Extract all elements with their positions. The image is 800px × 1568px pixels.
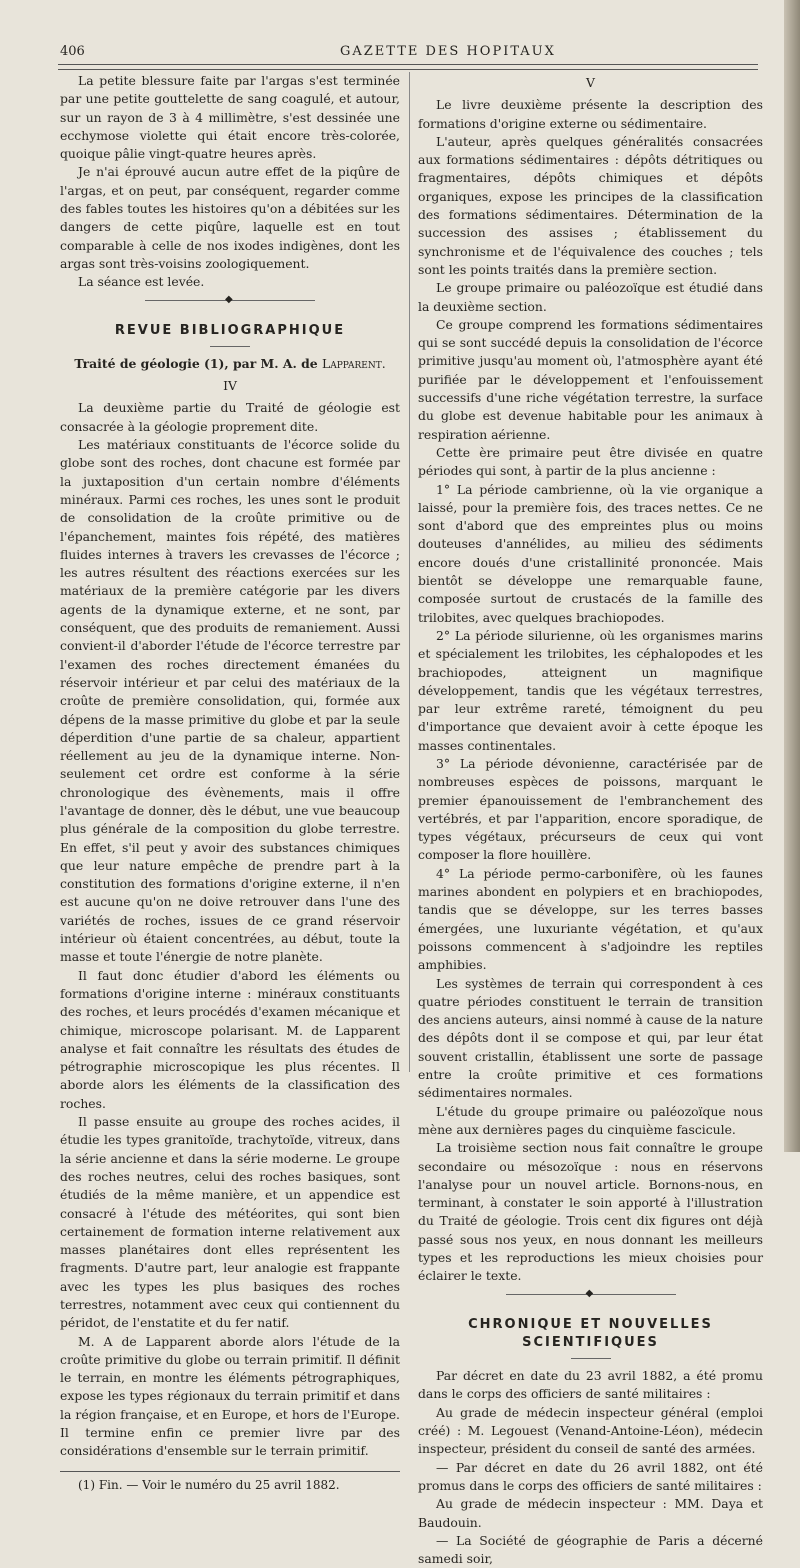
paragraph: Ce groupe comprend les formations sédimentaires qui se sont succédé depuis la consolidation de l'écorce primitive jusqu'au moment où, l'atmosphère ayant été purifiée par le développement et l'enfouissement successifs d'une riche végétation terrestre, la surface du globe est devenue habitable pour les animaux à respiration aérienne. (418, 316, 763, 442)
column-divider (409, 72, 410, 1072)
paragraph: 1° La période cambrienne, où la vie organique a laissé, pour la première fois, des traces nettes. Ce ne sont d'abord que des empreintes plus ou moins douteuses d'annélides, au milieu des sédiments encore doués d'une cristallinité prononcée. Mais bientôt se développe une remarquable faune, composée surtout de crustacés de la famille des trilobites, avec quelques brachiopodes. (418, 481, 763, 625)
paragraph: 2° La période silurienne, où les organismes marins et spécialement les trilobites, les céphalopodes et les brachiopodes, atteignent un magnifique développement, tandis que les végétaux terrestres, par leur extrême rareté, témoignent du peu d'importance que devaient avoir à cette époque les masses continentales. (418, 627, 763, 753)
left-column (60, 72, 400, 1494)
running-title: GAZETTE DES HOPITAUX (340, 44, 556, 59)
paragraph: Il faut donc étudier d'abord les éléments ou formations d'origine interne : minéraux constituants des roches, et leurs procédés d'examen mécanique et chimique, microscope polarisant. M. de Lapparent analyse et fait connaître les résultats des études de pétrographie microscopique les plus récentes. Il aborde alors les éléments de la classification des roches. (60, 967, 400, 1111)
paragraph: La troisième section nous fait connaître le groupe secondaire ou mésozoïque : nous en réservons l'analyse pour un nouvel article. Bornons-nous, en terminant, à constater le soin apporté à l'illustration du Traité de géologie. Trois cent dix figures ont déjà passé sous nos yeux, en nous donnant les meilleurs types et les reproductions les mieux choisies pour éclairer le texte. (418, 1140, 763, 1284)
paragraph: 4° La période permo-carbonifère, où les faunes marines abondent en polypiers et en brachiopodes, tandis que se développe, sur les terres basses émergées, une luxuriante végétation, et qu'aux poissons commencent à s'adjoindre les reptiles amphibies. (418, 865, 763, 973)
paragraph: Il passe ensuite au groupe des roches acides, il étudie les types granitoïde, trachytoïde, vitreux, dans la série ancienne et dans la série moderne. Le groupe des roches neutres, celui des roches basiques, sont étudiés de la même manière, et un appendice est consacré à l'étude des météorites, qui sont bien certainement de formation interne relativement aux masses planétaires dont elles représentent les fragments. D'autre part, leur analogie est frappante avec les types les plus basiques des roches terrestres, notamment avec ceux qui contiennent du péridot, de l'enstatite et du fer natif. (60, 1114, 400, 1331)
paragraph: L'étude du groupe primaire ou paléozoïque nous mène aux dernières pages du cinquième fascicule. (418, 1103, 763, 1137)
book-title-text: Traité de géologie (1), par M. A. de (74, 355, 318, 371)
section-title: CHRONIQUE ET NOUVELLES SCIENTIFIQUES (468, 1316, 713, 1350)
paragraph: Le groupe primaire ou paléozoïque est étudié dans la deuxième section. (418, 280, 763, 314)
paragraph: Cette ère primaire peut être divisée en quatre périodes qui sont, à partir de la plus ancienne : (418, 444, 763, 479)
paragraph: L'auteur, après quelques généralités consacrées aux formations sédimentaires : dépôts détritiques ou fragmentaires, dépôts chimiques et dépôts organiques, expose les principes de la classification des formations sédimentaires. Détermination de la succession des assises ; établissement du synchronisme et de l'équivalence des couches ; tels sont les points traités dans la première section. (418, 133, 763, 277)
news-item: Au grade de médecin inspecteur général (emploi créé) : M. Legouest (Venand-Antoine-Léon), médecin inspecteur, président du conseil de santé des armées. (418, 1404, 763, 1457)
book-title (60, 355, 400, 373)
paragraph: 3° La période dévonienne, caractérisée par de nombreuses espèces de poissons, marquant le premier épanouissement de l'embranchement des vertébrés, et par l'apparition, encore sporadique, de types végétaux, précurseurs de ceux qui vont composer la flore houillère. (418, 755, 763, 863)
paragraph: Le livre deuxième présente la description des formations d'origine externe ou sédimentaire. (418, 97, 763, 131)
ornament-separator (60, 292, 400, 310)
paragraph: La petite blessure faite par l'argas s'est terminée par une petite gouttelette de sang coagulé, et autour, sur un rayon de 3 à 4 millimètre, s'est dessinée une ecchymose violette qui était encore très-colorée, quoique pâlie vingt-quatre heures après. (60, 73, 400, 162)
news-item: Par décret en date du 23 avril 1882, a été promu dans le corps des officiers de santé militaires : (418, 1368, 763, 1402)
paragraph: Les systèmes de terrain qui correspondent à ces quatre périodes constituent le terrain de transition des anciens auteurs, ainsi nommé à cause de la nature des dépôts dont il se compose et qui, par leur état souvent cristallin, établissent une sorte de passage entre la croûte primitive et ces formations sédimentaires normales. (418, 975, 763, 1101)
ornament-separator (418, 1286, 763, 1304)
paragraph: Je n'ai éprouvé aucun autre effet de la piqûre de l'argas, et on peut, par conséquent, regarder comme des fables toutes les histoires qu'on a débitées sur les dangers de cette piqûre, laquelle est en tout comparable à celle de nos ixodes indigènes, dont les argas sont très-voisins zoologiquement. (60, 164, 400, 271)
header-rule (58, 64, 758, 70)
news-item: Au grade de médecin inspecteur : MM. Daya et Baudouin. (418, 1496, 763, 1530)
short-rule (210, 346, 250, 347)
part-number: V (586, 75, 595, 90)
book-author: Lapparent. (322, 355, 386, 371)
news-item: — La Société de géographie de Paris a décerné samedi soir, (418, 1532, 763, 1567)
short-rule (571, 1358, 611, 1359)
section-title: REVUE BIBLIOGRAPHIQUE (114, 322, 346, 338)
page-number: 406 (60, 44, 85, 59)
footnote: (1) Fin. — Voir le numéro du 25 avril 1882. (78, 1477, 340, 1492)
paragraph: La séance est levée. (78, 274, 205, 290)
paragraph: Les matériaux constituants de l'écorce solide du globe sont des roches, dont chacune est formée par la juxtaposition d'un certain nombre d'éléments minéraux. Parmi ces roches, les unes sont le produit de consolidation de la croûte primitive ou de l'épanchement, maintes fois répété, des matières fluides internes à travers les crevasses de l'écorce ; les autres résultent des réactions exercées sur les matériaux de la première catégorie par les divers agents de la dynamique externe, et ne sont, par conséquent, que des produits de remaniement. Aussi convient-il d'aborder l'étude de l'écorce terrestre par l'examen des roches directement émanées du réservoir intérieur et par celui des matériaux de la croûte de première consolidation, qui, formée aux dépens de la masse primitive du globe et par la seule déperdition d'une partie de sa chaleur, appartient réellement au jeu de la dynamique interne. Non-seulement cet ordre est conforme à la série chronologique des évènements, mais il offre l'avantage de donner, dès le début, une vue beaucoup plus générale de la composition du globe terrestre. En effet, s'il peut y avoir des substances chimiques que leur nature empêche de prendre part à la constitution des formations d'origine externe, il n'en est aucune qu'on ne doive retrouver dans l'une des variétés de roches, issues de ce grand réservoir intérieur où étaient concentrées, au début, toute la masse et toute l'énergie de notre planète. (60, 437, 400, 965)
right-column (418, 72, 763, 1568)
page-edge-shadow (784, 0, 800, 1152)
footnote-rule (60, 1471, 400, 1472)
paragraph: M. A de Lapparent aborde alors l'étude de la croûte primitive du globe ou terrain primitif. Il définit le terrain, en montre les éléments pétrographiques, expose les types régionaux du terrain primitif et dans la région française, et en Europe, et hors de l'Europe. Il termine enfin ce premier livre par des considérations d'ensemble sur le terrain primitif. (60, 1333, 400, 1459)
news-item: — Par décret en date du 26 avril 1882, ont été promus dans le corps des officiers de santé militaires : (418, 1459, 763, 1493)
paragraph: La deuxième partie du Traité de géologie est consacrée à la géologie proprement dite. (60, 400, 400, 434)
part-number: IV (223, 378, 237, 394)
